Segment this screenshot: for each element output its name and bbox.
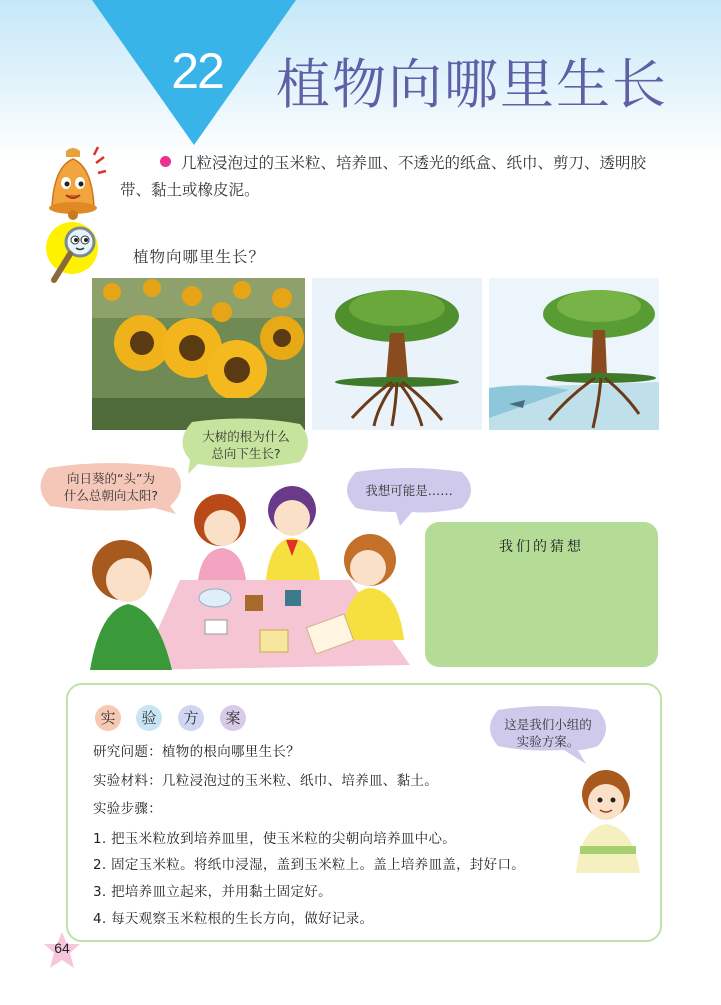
tree-roots-illustration: [312, 278, 482, 430]
materials-text: [120, 150, 660, 204]
step-1: 1. 把玉米粒放到培养皿里，使玉米粒的尖朝向培养皿中心。: [93, 831, 457, 847]
children-discussion-illustration: [80, 470, 430, 680]
sunflower-question-line2: 什么总朝向太阳?: [63, 488, 159, 503]
research-question: 研究问题：植物的根向哪里生长？: [93, 744, 300, 760]
step-2: 2. 固定玉米粒。将纸巾浸湿，盖到玉米粒上。盖上培养皿盖，封好口。: [93, 857, 526, 873]
sunflower-question-line1: 向日葵的“头”为: [67, 471, 155, 486]
materials-list: 几粒浸泡过的玉米粒、培养皿、不透光的纸盒、纸巾、剪刀、透明胶带、黏土或橡皮泥。: [120, 154, 647, 199]
bullet-dot: [160, 156, 171, 167]
step-3: 3. 把培养皿立起来，并用黏土固定好。: [93, 884, 332, 900]
sunflower-photo: [92, 278, 305, 430]
hypothesis-box: [425, 522, 658, 667]
tree-water-illustration: [489, 278, 659, 430]
plan-bubble-line1: 这是我们小组的: [504, 717, 592, 732]
plan-materials: 实验材料：几粒浸泡过的玉米粒、纸巾、培养皿、黏土。: [93, 773, 438, 789]
bell-icon: [40, 145, 106, 220]
tree-question-line2: 总向下生长?: [211, 446, 281, 461]
magnifier-icon: [42, 218, 114, 286]
page-title: 植物向哪里生长: [276, 53, 668, 116]
tree-question-line1: 大树的根为什么: [202, 429, 290, 444]
thinking-text: 我想可能是……: [365, 483, 453, 498]
hypothesis-title: 我们的猜想: [499, 539, 584, 555]
plan-tag-2: 验: [136, 705, 162, 731]
plan-bubble-line2: 实验方案。: [516, 734, 580, 749]
tree-question-bubble: [178, 418, 314, 474]
plan-tag-1: 实: [95, 705, 121, 731]
plan-tag-3: 方: [178, 705, 204, 731]
page-number: 64: [54, 940, 70, 956]
boy-illustration: [570, 768, 645, 873]
plan-tag-4: 案: [220, 705, 246, 731]
lesson-number: 22: [171, 43, 223, 99]
step-4: 4. 每天观察玉米粒根的生长方向，做好记录。: [93, 911, 374, 927]
plan-bubble: [486, 706, 610, 764]
steps-label: 实验步骤：: [93, 801, 162, 817]
question-heading: 植物向哪里生长？: [133, 248, 266, 266]
